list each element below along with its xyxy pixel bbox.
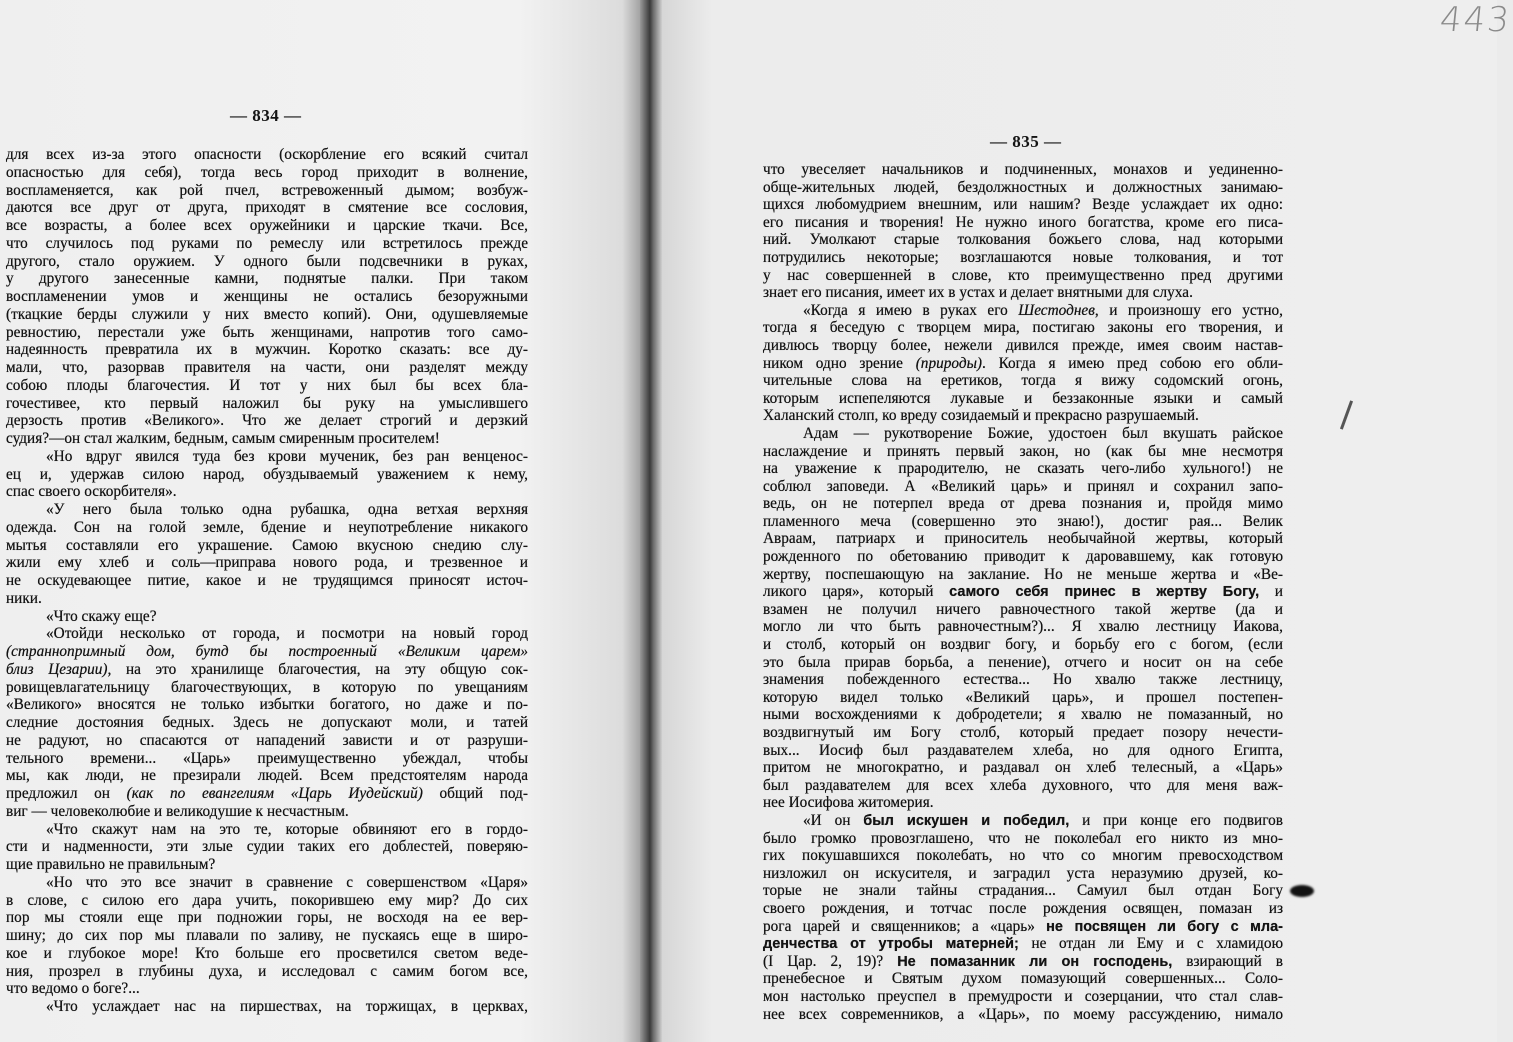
text-line [763, 636, 1283, 654]
italic-text: Шестоднев [1018, 301, 1095, 319]
text-segment: у нас совершенней в слове, кто преимущественно пред другими [763, 266, 1283, 284]
text-segment: на это хранилище благочестия, на эту общую сок- [125, 660, 528, 678]
text-line [6, 732, 528, 750]
text-line [763, 618, 1283, 636]
text-segment: одежда. Сон на голой земле, бдение и неупотребление никакого [6, 518, 528, 536]
text-segment: ником одно зрение [763, 354, 916, 372]
text-line [763, 935, 1283, 953]
text-line [6, 182, 528, 200]
text-line [6, 341, 528, 359]
text-segment: Авраам, патриарх и приноситель необычайной жертвы, который [763, 530, 1283, 548]
text-segment: на уважение к прародителю, не сказать чего-либо хульного!) не [763, 460, 1283, 478]
italic-text: (страннопримный дом, бутд бы построенный «Великим царем» [6, 643, 528, 660]
text-line [763, 777, 1283, 795]
text-segment: «И он [803, 811, 864, 829]
page-number-left: — 834 — [230, 106, 302, 125]
text-segment: что ведомо о боге?... [6, 980, 140, 998]
text-line [6, 359, 528, 377]
text-line [763, 865, 1283, 883]
text-segment: не отдан ли Ему и с хламидою [1018, 935, 1283, 953]
text-line [6, 803, 528, 821]
text-line [6, 963, 528, 981]
text-segment: ния, прозрел в глубины духа, и исследовал с самим богом все, [6, 962, 528, 980]
text-line [6, 199, 528, 217]
text-segment: опасностью для себя), тогда весь город приходит в волнение, [6, 163, 528, 181]
text-segment: жили ему хлеб и соль—приправа нового рода, и трезвенное и [6, 554, 528, 572]
text-segment: дивлюсь творцу более, нежели дивился прежде, имея своим настав- [763, 336, 1283, 354]
text-segment: нее всех современников, а «Царь», по моему рассуждению, нимало [763, 1005, 1283, 1023]
text-line [6, 483, 528, 501]
text-segment: обще-жительных людей, бездолжностных и должностных занимаю- [763, 178, 1283, 196]
text-line [6, 750, 528, 768]
text-line [763, 548, 1283, 566]
text-segment: вых... Иосиф был раздавателем хлеба, но для одного Египта, [763, 741, 1283, 759]
bold-text: не посвящен ли богу с мла- [1046, 918, 1283, 935]
text-line [6, 785, 528, 803]
text-line [763, 231, 1283, 249]
text-segment: гочестивее, кто первый наложил бы руку на умыслившего [6, 394, 528, 412]
text-line [6, 324, 528, 342]
text-segment: щие правильно не правильным? [6, 856, 216, 873]
text-segment: наслаждение и принять первый закон, но (как бы мне несмотря [763, 442, 1283, 460]
text-line [6, 217, 528, 235]
text-line [6, 306, 528, 324]
italic-text: (природы) [915, 354, 983, 372]
text-segment: ведь, он не потерпел вреда от древа познания и, пройдя мимо [763, 495, 1283, 513]
text-segment: могло ли что быть равночестным?)... Я хвалю лестницу Иакова, [763, 618, 1283, 636]
text-segment: виг — человеколюбие и великодушие к несчастным. [6, 802, 349, 820]
text-line [6, 679, 528, 697]
text-line [6, 270, 528, 288]
text-line [763, 267, 1283, 285]
text-line [6, 253, 528, 271]
text-line [6, 235, 528, 253]
text-segment: и [1259, 583, 1283, 601]
text-segment: и при конце его подвигов [1069, 811, 1283, 829]
text-line [6, 572, 528, 590]
text-line [763, 372, 1283, 390]
text-segment: судия?—он стал жалким, бедным, самым смиренным просителем! [6, 430, 440, 447]
text-line [763, 759, 1283, 777]
text-segment: даются все друг от друга, приходят в смятение все сословия, [6, 199, 528, 217]
text-line [763, 988, 1283, 1006]
text-line [6, 554, 528, 572]
text-segment: гих покушавшихся поколебать, но что со многим превосходством [763, 847, 1283, 865]
text-segment: , и произношу его устно, [1094, 301, 1283, 319]
text-line [6, 448, 528, 466]
text-segment: было громко провозглашено, что не поколебал его никто из мно- [763, 829, 1283, 847]
text-line [763, 654, 1283, 672]
text-segment: все возрасты, а более всех оружейники и царские ткачи. Все, [6, 217, 528, 234]
text-line [763, 425, 1283, 443]
text-segment: ровищевлагательницу благочествующих, в которую по увещаниям [6, 678, 528, 696]
text-line [6, 466, 528, 484]
text-line [763, 566, 1283, 584]
text-segment: чительные слова на еретиков, тогда я вижу содомский огонь, [763, 372, 1283, 390]
text-segment: «Отойди несколько от города, и посмотри на новый город [46, 625, 528, 643]
text-segment: воздвигнутый им Богу столб, который предает позору нечести- [763, 724, 1283, 741]
text-segment: для всех из-за этого опасности (оскорбление его всякий считал [6, 146, 528, 163]
text-line [6, 430, 528, 448]
text-segment: . Когда я имею пред собою его обли- [982, 354, 1283, 372]
text-line [763, 390, 1283, 408]
text-line [763, 812, 1283, 830]
text-line [6, 945, 528, 963]
text-line [763, 1006, 1283, 1024]
text-segment: соблюл заповеди. А «Великий царь» и принял и сохранил запо- [763, 477, 1283, 495]
text-line [6, 998, 528, 1016]
text-segment: знамения побежденного естества... Но хвалю также лестницу, [763, 671, 1283, 689]
text-line [763, 900, 1283, 918]
text-line [763, 601, 1283, 619]
text-segment: своего рождения, и тотчас после рождения освящен, помазан из [763, 899, 1283, 917]
text-segment: сти и надменности, эти злые судии таких его доблестей, поверяю- [6, 838, 528, 856]
italic-text: (как по евангелиям «Царь Иудейский) [126, 785, 423, 802]
text-segment: ники. [6, 589, 42, 607]
text-segment: (I Цар. 2, 19)? [763, 952, 898, 970]
text-segment: ний. Умолкают старые толкования божьего слова, над которыми [763, 231, 1283, 249]
text-line [6, 412, 528, 430]
bold-text: Не помазанник ли он господень, [897, 953, 1173, 970]
text-line [763, 882, 1283, 900]
text-segment: собою плоды благочестия. И тот у них был бы всех бла- [6, 376, 528, 394]
text-segment: торые не знали тайны страдания... Самуил был отдан Богу [763, 882, 1283, 900]
text-line [6, 395, 528, 413]
text-segment: рожденного по обетованию приводит к даровавшему, как готовую [763, 548, 1283, 566]
bold-text: был искушен и победил, [863, 812, 1070, 829]
text-segment: не радуют, но спасаются от нападений зависти и от разруши- [6, 731, 528, 749]
text-segment: предложил он [6, 785, 127, 802]
text-segment: (ткацкие берды служили у них вместо копий). Они, одушевляемые [6, 305, 528, 323]
text-line [6, 838, 528, 856]
text-segment: это была прирав борьба, а пенение), отчего и носит он на себе [763, 653, 1283, 671]
text-segment: дерзость против «Великого». Что же делает строгий и дерзкий [6, 412, 528, 430]
text-line [763, 513, 1283, 531]
text-line [763, 970, 1283, 988]
text-line [6, 767, 528, 785]
text-line [763, 179, 1283, 197]
text-line [6, 821, 528, 839]
text-segment: воспламенении умов и женщины не остались безоружными [6, 288, 528, 305]
text-segment: знает его писания, имеет их в устах и делает внятными для слуха. [763, 284, 1193, 302]
text-line [6, 643, 528, 661]
text-segment: был раздавателем для всех хлеба духовного, что для меня важ- [763, 776, 1283, 794]
text-line [763, 284, 1283, 302]
text-segment: взирающий в [1172, 952, 1283, 970]
text-line [6, 501, 528, 519]
text-segment: Адам — рукотворение Божие, удостоен был вкушать райское [803, 424, 1283, 442]
text-segment: «Когда я имею в руках его [803, 301, 1019, 319]
text-line [6, 874, 528, 892]
text-line [763, 847, 1283, 865]
text-line [763, 918, 1283, 936]
text-line [6, 980, 528, 998]
text-segment: «Но вдруг явился туда без крови мученик, без ран венценос- [46, 447, 528, 465]
text-segment: воспламеняется, как рой пчел, встревоженный дымом; возбуж- [6, 181, 528, 199]
text-segment: пренебесное и Святым духом помазующий совершенных... Соло- [763, 970, 1283, 988]
text-line [763, 196, 1283, 214]
text-segment: Халанский столп, ко вреду созидаемый и прекрасно разрушаемый. [763, 407, 1199, 425]
italic-text: близ Цезарии), [6, 660, 126, 678]
text-segment: следние достояния бедных. Здесь не допускают моли, и татей [6, 714, 528, 731]
text-segment: ными восхождениями к добродетели; я хвалю не помазанный, но [763, 706, 1283, 724]
text-segment: притом не многократно, и раздавал он хлеб телесный, а «Царь» [763, 759, 1283, 777]
text-line [763, 530, 1283, 548]
text-segment: потрудились некоторые; возглашаются новые толкования, и тот [763, 248, 1283, 266]
text-segment: пламенного меча (совершенно это знаю!), достиг рая... Велик [763, 512, 1283, 530]
text-segment: щихся любомудрием внешним, или нашим? Везде услаждает их одно: [763, 196, 1283, 214]
text-segment: мы, как люди, не презирали людей. Всем предстоятелям народа [6, 767, 528, 785]
text-segment: «Но что это все значит в сравнение с совершенством «Царя» [46, 873, 528, 891]
text-segment: которую видел только «Великий царь», и прошел постепен- [763, 688, 1283, 706]
text-segment: «Что скажут нам на это те, которые обвиняют его в гордо- [46, 820, 528, 838]
text-segment: взамен не получил ничего равночестного такой жертве (да и [763, 600, 1283, 618]
text-line [6, 625, 528, 643]
text-segment: кое и глубокое море! Кто больше его просветился светом веде- [6, 944, 528, 962]
text-line [763, 478, 1283, 496]
text-line [6, 519, 528, 537]
text-segment: нее Иосифова житомерия. [763, 794, 934, 812]
text-segment: что увеселяет начальников и подчиненных, монахов и уединенно- [763, 161, 1283, 178]
text-line [763, 302, 1283, 320]
text-line [763, 355, 1283, 373]
text-segment: мон настолько преуспел в премудрости и созерцании, что стал слав- [763, 987, 1283, 1005]
text-line [6, 714, 528, 732]
page-number-right: — 835 — [990, 132, 1062, 151]
text-segment: общий под- [422, 785, 528, 802]
text-line [763, 583, 1283, 601]
text-line [6, 288, 528, 306]
text-segment: спас своего оскорбителя». [6, 483, 177, 501]
text-segment: тельного времени... «Царь» преимущественно убеждал, чтобы [6, 749, 528, 767]
text-line [6, 146, 528, 164]
text-segment: тогда я беседую с творцем мира, постигаю законы его творения, и [763, 319, 1283, 337]
text-segment: что случилось под руками по ремеслу или встретилось прежде [6, 234, 528, 252]
text-line [763, 214, 1283, 232]
text-line [763, 953, 1283, 971]
bold-text: денчества от утробы матерней; [763, 936, 1019, 953]
text-line [6, 696, 528, 714]
text-line [763, 460, 1283, 478]
text-segment: «Великого» вносятся не только избытки богатого, но даже и по- [6, 696, 528, 714]
text-line [763, 443, 1283, 461]
text-line [6, 590, 528, 608]
text-line [763, 830, 1283, 848]
text-segment: у другого занесенные камни, поднятые палки. При таком [6, 270, 528, 288]
text-segment: надеянность превратила их в мужчин. Коротко сказать: все ду- [6, 341, 528, 359]
text-segment: не оскудевающее питие, какое и не трудящимся приносят источ- [6, 572, 528, 589]
bold-text: самого себя принес в жертву Богу, [949, 584, 1260, 601]
text-segment: ликого царя», который [763, 583, 950, 601]
text-segment: мытья составляли его украшение. Самою вкусною снедию слу- [6, 536, 528, 554]
text-segment: его писания и творения! Не нужно иного богатства, кроме его писа- [763, 213, 1283, 231]
text-segment: пор мы стояли еще при подножии горы, не восходя на ее вер- [6, 909, 528, 927]
text-segment: «У него была только одна рубашка, одна ветхая верхняя [46, 501, 528, 518]
text-segment: другого, стало оружием. У одного были подсвечники в руках, [6, 252, 528, 270]
text-segment: которым испепеляются лукавые и беззаконные языки и самый [763, 389, 1283, 407]
text-segment: мали, что, разорвав правителя на части, они разделят между [6, 359, 528, 376]
text-line [6, 892, 528, 910]
text-line [763, 794, 1283, 812]
text-segment: жертву, поспешающую на заклание. Но не меньше жертва и «Ве- [763, 565, 1283, 583]
text-line [763, 161, 1283, 179]
text-segment: «Что скажу еще? [46, 607, 157, 625]
text-line [6, 661, 528, 679]
text-line [763, 337, 1283, 355]
text-line [763, 689, 1283, 707]
handwritten-page-note: 443 [1437, 0, 1513, 40]
book-gutter [640, 0, 662, 1042]
text-segment: «Что услаждает нас на пиршествах, на торжищах, в церквах, [46, 998, 528, 1015]
text-line [763, 495, 1283, 513]
text-line [6, 164, 528, 182]
text-segment: шину; до сих пор мы плавали по заливу, не пускаясь еще в широ- [6, 927, 528, 944]
text-segment: ец и, удержав силою народ, обуздываемый уважением к нему, [6, 465, 528, 483]
text-segment: рога царей и священников; а «царь» [763, 917, 1047, 935]
text-line [763, 407, 1283, 425]
text-line [6, 608, 528, 626]
ink-blot [1290, 885, 1314, 897]
text-segment: в слове, с силою его дара учить, покорившею ему мир? До сих [6, 891, 528, 909]
text-line [6, 909, 528, 927]
text-segment: ревностию, перестали уже быть женщинами, напротив того само- [6, 323, 528, 341]
text-line [6, 377, 528, 395]
right-page-text [763, 161, 1283, 1023]
text-line [763, 671, 1283, 689]
text-line [6, 927, 528, 945]
text-line [763, 319, 1283, 337]
text-segment: и столб, который он воздвиг богу, и борьбу его с богом, (если [763, 636, 1283, 654]
text-line [763, 742, 1283, 760]
text-line [6, 856, 528, 874]
text-line [6, 537, 528, 555]
text-line [763, 249, 1283, 267]
text-line [763, 724, 1283, 742]
text-segment: низложил он искусителя, и заградил уста неразумию друзей, ко- [763, 864, 1283, 882]
text-line [763, 706, 1283, 724]
left-page-text [6, 146, 528, 1016]
